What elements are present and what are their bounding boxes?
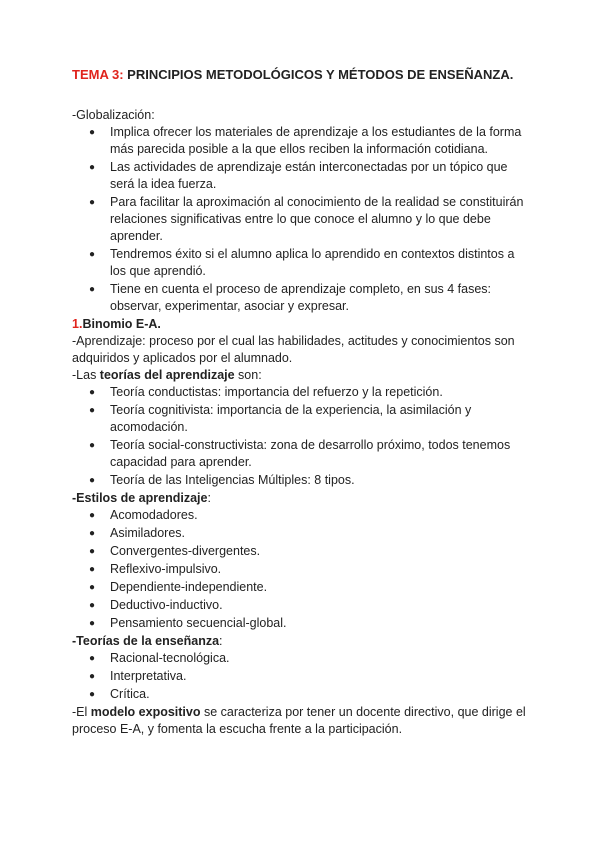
list-item: ● Deductivo-inductivo. xyxy=(110,597,532,614)
list-item: ● Tendremos éxito si el alumno aplica lo aprendido en contextos distintos a los que aprendió. xyxy=(110,246,532,280)
list-item: ● Convergentes-divergentes. xyxy=(110,543,532,560)
heading-bold: -Teorías de la enseñanza xyxy=(72,634,220,648)
list-item: ● Pensamiento secuencial-global. xyxy=(110,615,532,632)
list-item: ● Para facilitar la aproximación al conocimiento de la realidad se constituirán relaciones significativas entre lo que conoce el alumno y lo que debe aprender. xyxy=(110,194,532,245)
list-item: ● Dependiente-independiente. xyxy=(110,579,532,596)
document-page xyxy=(72,66,532,738)
paragraph-suffix: se caracteriza por tener un docente directivo, que dirige el proceso E-A, y fomenta la escucha frente a la participación. xyxy=(72,705,526,736)
teorias-aprendizaje-list xyxy=(72,384,532,489)
aprendizaje-definition: -Aprendizaje: proceso por el cual las habilidades, actitudes y conocimientos son adquiridos y aplicados por el alumnado. xyxy=(72,334,515,365)
list-item: ● Acomodadores. xyxy=(110,507,532,524)
section-number: 1. xyxy=(72,317,83,331)
document-title xyxy=(72,66,532,83)
list-item: ● Tiene en cuenta el proceso de aprendizaje completo, en sus 4 fases: observar, experimentar, asociar y expresar. xyxy=(110,281,532,315)
estilos-heading xyxy=(72,490,532,507)
globalizacion-heading: -Globalización: xyxy=(72,108,155,122)
title-text: PRINCIPIOS METODOLÓGICOS Y MÉTODOS DE ENSEÑANZA. xyxy=(123,67,514,82)
globalizacion-list xyxy=(72,124,532,315)
list-item: ● Las actividades de aprendizaje están interconectadas por un tópico que será la idea fuerza. xyxy=(110,159,532,193)
list-item: ● Teoría social-constructivista: zona de desarrollo próximo, todos tenemos capacidad para aprender. xyxy=(110,437,532,471)
list-item: ● Implica ofrecer los materiales de aprendizaje a los estudiantes de la forma más parecida posible a la que ellos reciben la información cotidiana. xyxy=(110,124,532,158)
heading-suffix: : xyxy=(207,491,211,505)
section-heading-binomio xyxy=(72,316,532,333)
paragraph-prefix: -El xyxy=(72,705,91,719)
list-item: ● Interpretativa. xyxy=(110,668,532,685)
teorias-aprendizaje-heading xyxy=(72,367,532,384)
list-item: ● Reflexivo-impulsivo. xyxy=(110,561,532,578)
estilos-list xyxy=(72,507,532,632)
list-item: ● Asimiladores. xyxy=(110,525,532,542)
modelo-expositivo-paragraph xyxy=(72,704,532,738)
list-item: ● Teoría conductistas: importancia del refuerzo y la repetición. xyxy=(110,384,532,401)
title-number: TEMA 3: xyxy=(72,67,124,82)
heading-prefix: -Las xyxy=(72,368,100,382)
paragraph-bold: modelo expositivo xyxy=(90,705,201,719)
heading-suffix: : xyxy=(219,634,223,648)
list-item: ● Racional-tecnológica. xyxy=(110,650,532,667)
teorias-ensenanza-heading xyxy=(72,633,532,650)
heading-bold: -Estilos de aprendizaje xyxy=(72,491,208,505)
list-item: ● Crítica. xyxy=(110,686,532,703)
teorias-ensenanza-list xyxy=(72,650,532,703)
section-title: Binomio E-A. xyxy=(82,317,161,331)
heading-suffix: son: xyxy=(234,368,262,382)
heading-bold: teorías del aprendizaje xyxy=(99,368,235,382)
list-item: ● Teoría de las Inteligencias Múltiples: 8 tipos. xyxy=(110,472,532,489)
list-item: ● Teoría cognitivista: importancia de la experiencia, la asimilación y acomodación. xyxy=(110,402,532,436)
